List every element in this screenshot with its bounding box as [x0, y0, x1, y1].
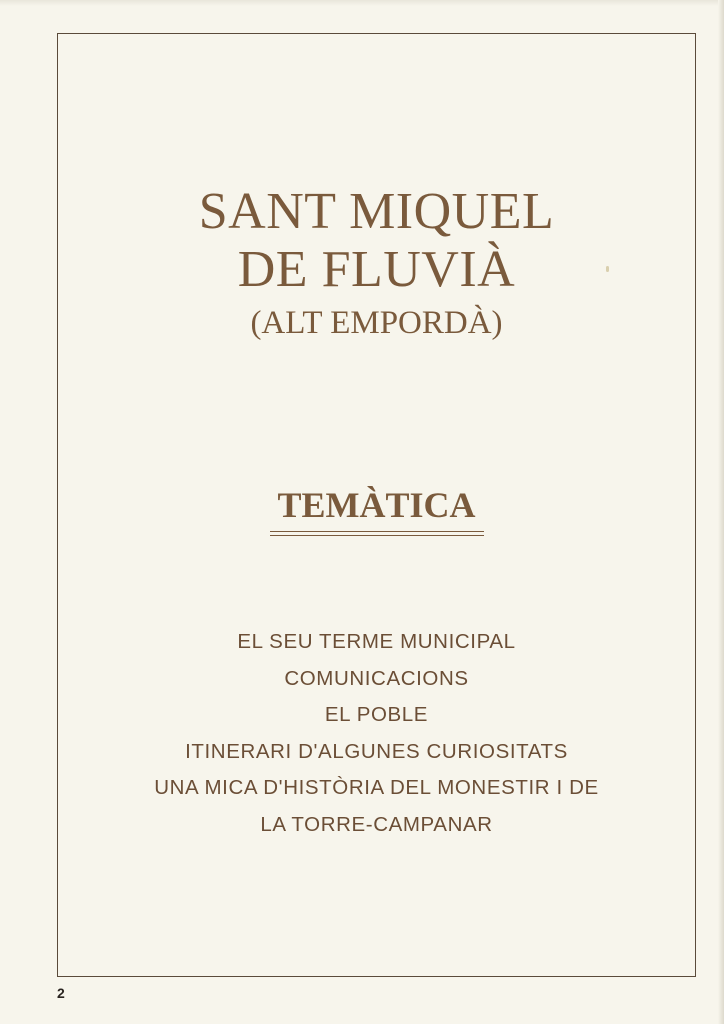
section-heading: TEMÀTICA	[277, 485, 476, 525]
section-heading-block	[57, 483, 696, 536]
page-number: 2	[57, 985, 65, 1001]
contents-item: EL SEU TERME MUNICIPAL	[237, 630, 516, 653]
heading-double-rule	[270, 531, 484, 536]
subtitle: (ALT EMPORDÀ)	[250, 305, 503, 341]
page-edge-right	[718, 0, 724, 1024]
contents-item: ITINERARI D'ALGUNES CURIOSITATS	[185, 739, 568, 763]
contents-item: COMUNICACIONS	[284, 666, 469, 690]
contents-item: EL POBLE	[324, 703, 429, 726]
title-line-2: DE FLUVIÀ	[237, 241, 516, 298]
contents-item: LA TORRE-CAMPANAR	[260, 812, 493, 836]
contents-item: UNA MICA D'HISTÒRIA DEL MONESTIR I DE	[154, 776, 599, 799]
page-edge-top	[0, 0, 724, 6]
title-block	[57, 183, 696, 343]
title-line-1: SANT MIQUEL	[198, 183, 555, 240]
contents-list	[57, 624, 696, 843]
